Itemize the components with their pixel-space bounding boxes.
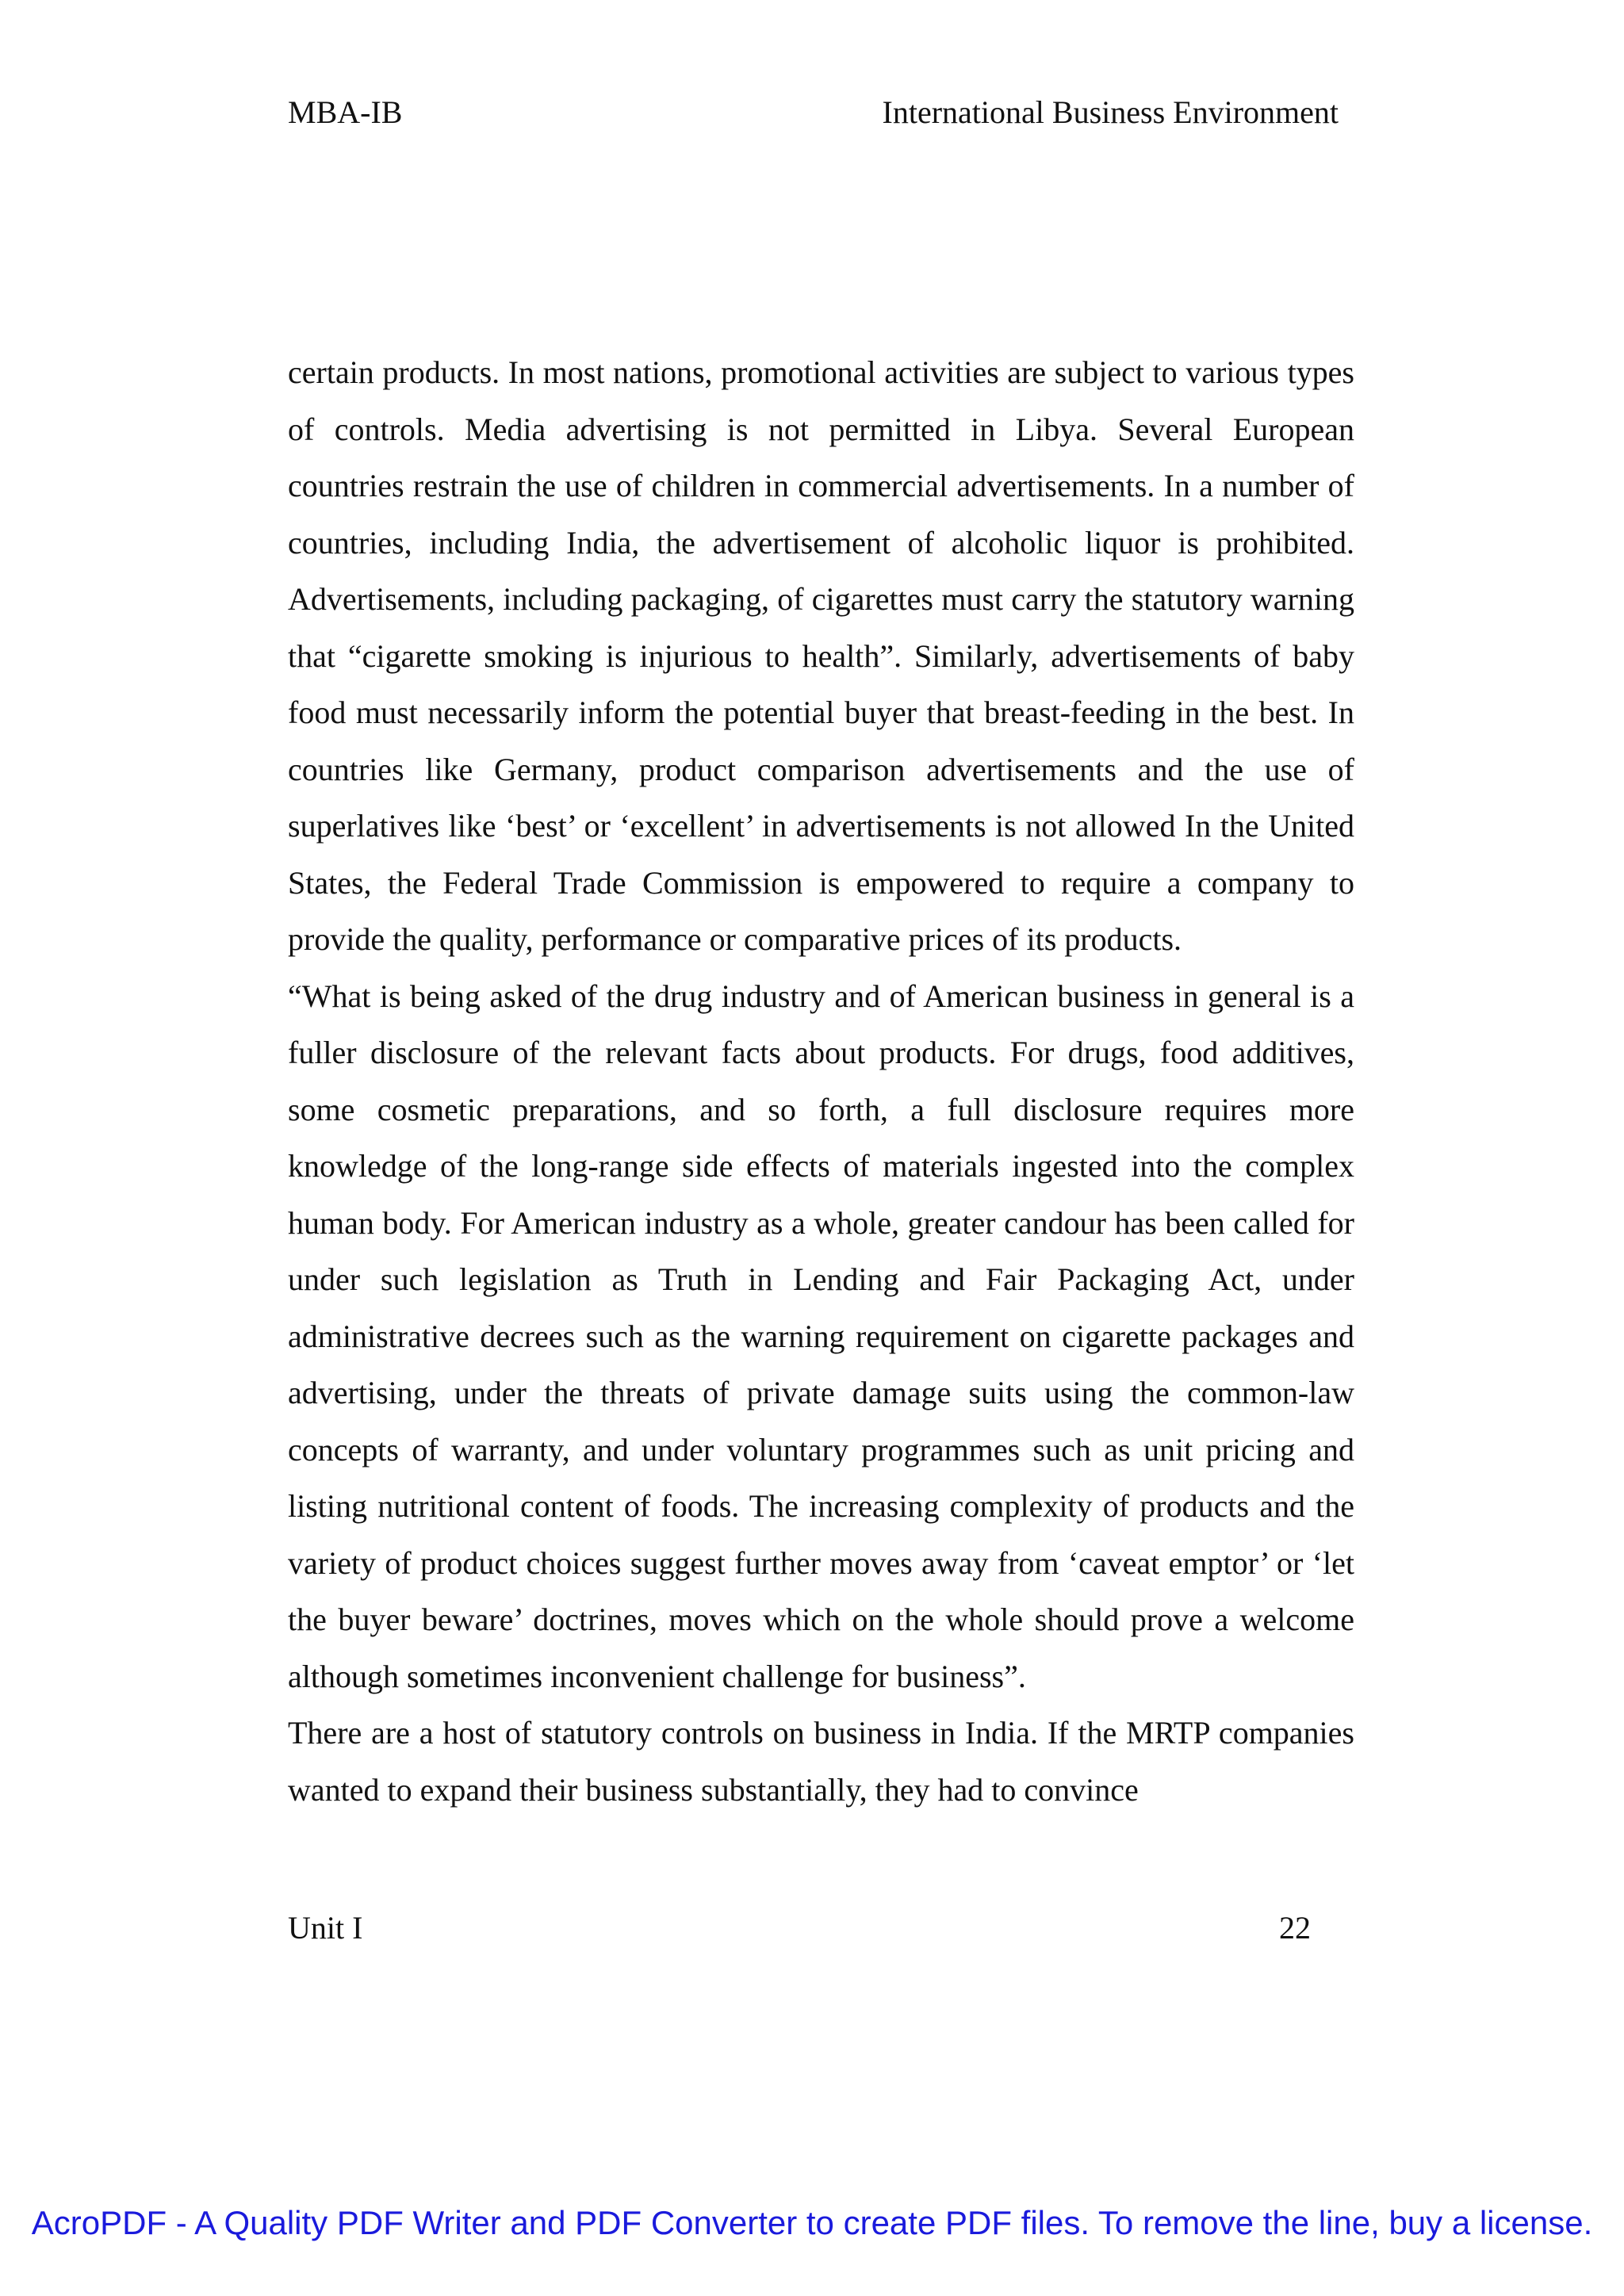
- watermark-line: AcroPDF - A Quality PDF Writer and PDF Converter to create PDF files. To remove the line, buy a license.: [31, 2204, 1593, 2241]
- course-title: International Business Environment: [882, 94, 1339, 130]
- course-code: MBA-IB: [288, 94, 403, 130]
- paragraph: certain products. In most nations, promotional activities are subject to various types of controls. Media advertising is not permitted in Libya. Several European countries restrain the use of children in commercial advertisements. In a number of countries, including India, the advertisement of alcoholic liquor is prohibited. Advertisements, including packaging, of cigarettes must carry the statutory warning that “cigarette smoking is injurious to health”. Similarly, advertisements of baby food must necessarily inform the potential buyer that breast-feeding in the best. In countries like Germany, product comparison advertisements and the use of superlatives like ‘best’ or ‘excellent’ in advertisements is not allowed In the United States, the Federal Trade Commission is empowered to require a company to provide the quality, performance or comparative prices of its products.: [288, 354, 1354, 957]
- paragraph: There are a host of statutory controls on business in India. If the MRTP companies wanted to expand their business substantially, they had to convince: [288, 1715, 1354, 1808]
- page-footer: [288, 1909, 1311, 1957]
- page-number: 22: [1279, 1910, 1311, 1946]
- page-header: [288, 94, 1339, 141]
- unit-label: Unit I: [288, 1910, 363, 1946]
- document-body: [288, 344, 1354, 1818]
- paragraph: “What is being asked of the drug industry and of American business in general is a fuller disclosure of the relevant facts about products. For drugs, food additives, some cosmetic preparations, and so forth, a full disclosure requires more knowledge of the long-range side effects of materials ingested into the complex human body. For American industry as a whole, greater candour has been called for under such legislation as Truth in Lending and Fair Packaging Act, under administrative decrees such as the warning requirement on cigarette packages and advertising, under the threats of private damage suits using the common-law concepts of warranty, and under voluntary programmes such as unit pricing and listing nutritional content of foods. The increasing complexity of products and the variety of product choices suggest further moves away from ‘caveat emptor’ or ‘let the buyer beware’ doctrines, moves which on the whole should prove a welcome although sometimes inconvenient challenge for business”.: [288, 978, 1354, 1694]
